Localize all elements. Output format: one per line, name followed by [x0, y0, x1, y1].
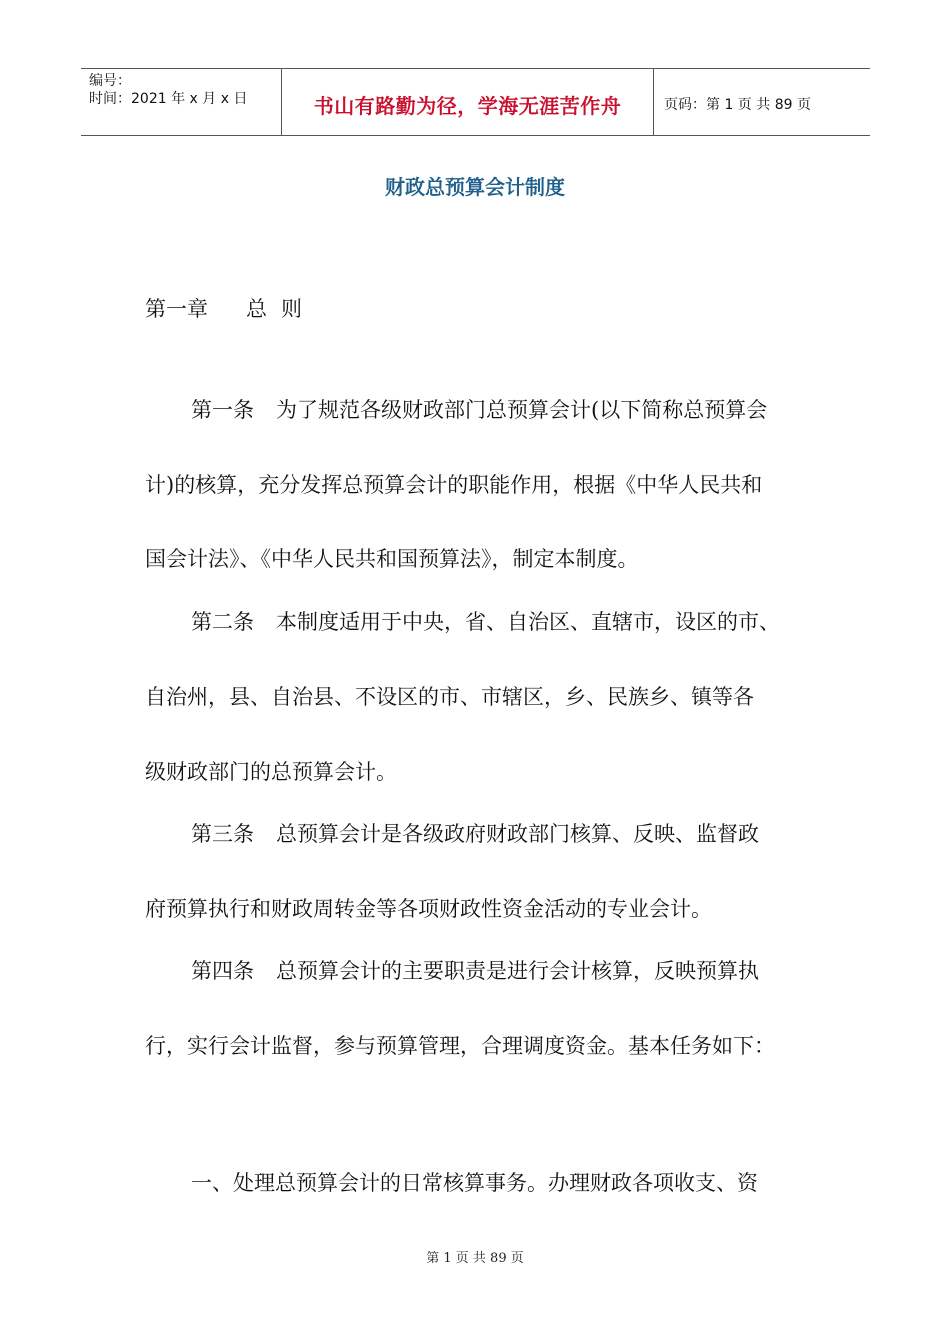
header-motto: 书山有路勤为径，学海无涯苦作舟 [313, 93, 622, 118]
article-text: 总预算会计的主要职责是进行会计核算，反映预算执 [276, 959, 759, 983]
header-page-info: 页码：第 1 页 共 89 页 [664, 97, 811, 113]
header-motto-cell [282, 69, 654, 135]
article-3-line-1 [145, 821, 881, 847]
article-1-line-3: 国会计法》、《中华人民共和国预算法》，制定本制度。 [145, 547, 639, 571]
article-label: 第二条 [191, 610, 254, 634]
article-2-line-2: 自治州，县、自治县、不设区的市、市辖区，乡、民族乡、镇等各 [145, 685, 754, 709]
article-4-line-1 [145, 958, 881, 984]
article-label: 第一条 [191, 398, 254, 422]
header-page-cell [654, 69, 870, 135]
article-1-line-2: 计)的核算，充分发挥总预算会计的职能作用，根据《中华人民共和 [145, 473, 763, 497]
article-1-line-1 [145, 397, 881, 423]
document-number-label: 编号： [89, 73, 131, 89]
header-meta-cell [81, 69, 282, 135]
chapter-number: 第一章 [145, 297, 208, 321]
chapter-heading [145, 296, 302, 322]
document-header [81, 68, 870, 136]
article-4-line-2: 行，实行会计监督，参与预算管理，合理调度资金。基本任务如下： [145, 1034, 775, 1058]
task-1-line: 一、处理总预算会计的日常核算事务。办理财政各项收支、资 [191, 1171, 758, 1195]
page-footer: 第 1 页 共 89 页 [426, 1251, 524, 1266]
article-text: 总预算会计是各级政府财政部门核算、反映、监督政 [276, 822, 759, 846]
chapter-name-part-1: 总 [246, 297, 267, 321]
document-title: 财政总预算会计制度 [385, 175, 565, 199]
article-label: 第四条 [191, 959, 254, 983]
article-text: 为了规范各级财政部门总预算会计(以下简称总预算会 [276, 398, 768, 422]
chapter-name-part-2: 则 [281, 297, 302, 321]
article-2-line-1 [145, 609, 881, 635]
article-3-line-2: 府预算执行和财政周转金等各项财政性资金活动的专业会计。 [145, 897, 712, 921]
article-label: 第三条 [191, 822, 254, 846]
document-date: 时间：2021 年 x 月 x 日 [89, 91, 248, 107]
article-text: 本制度适用于中央，省、自治区、直辖市，设区的市、 [276, 610, 780, 634]
article-2-line-3: 级财政部门的总预算会计。 [145, 760, 397, 784]
